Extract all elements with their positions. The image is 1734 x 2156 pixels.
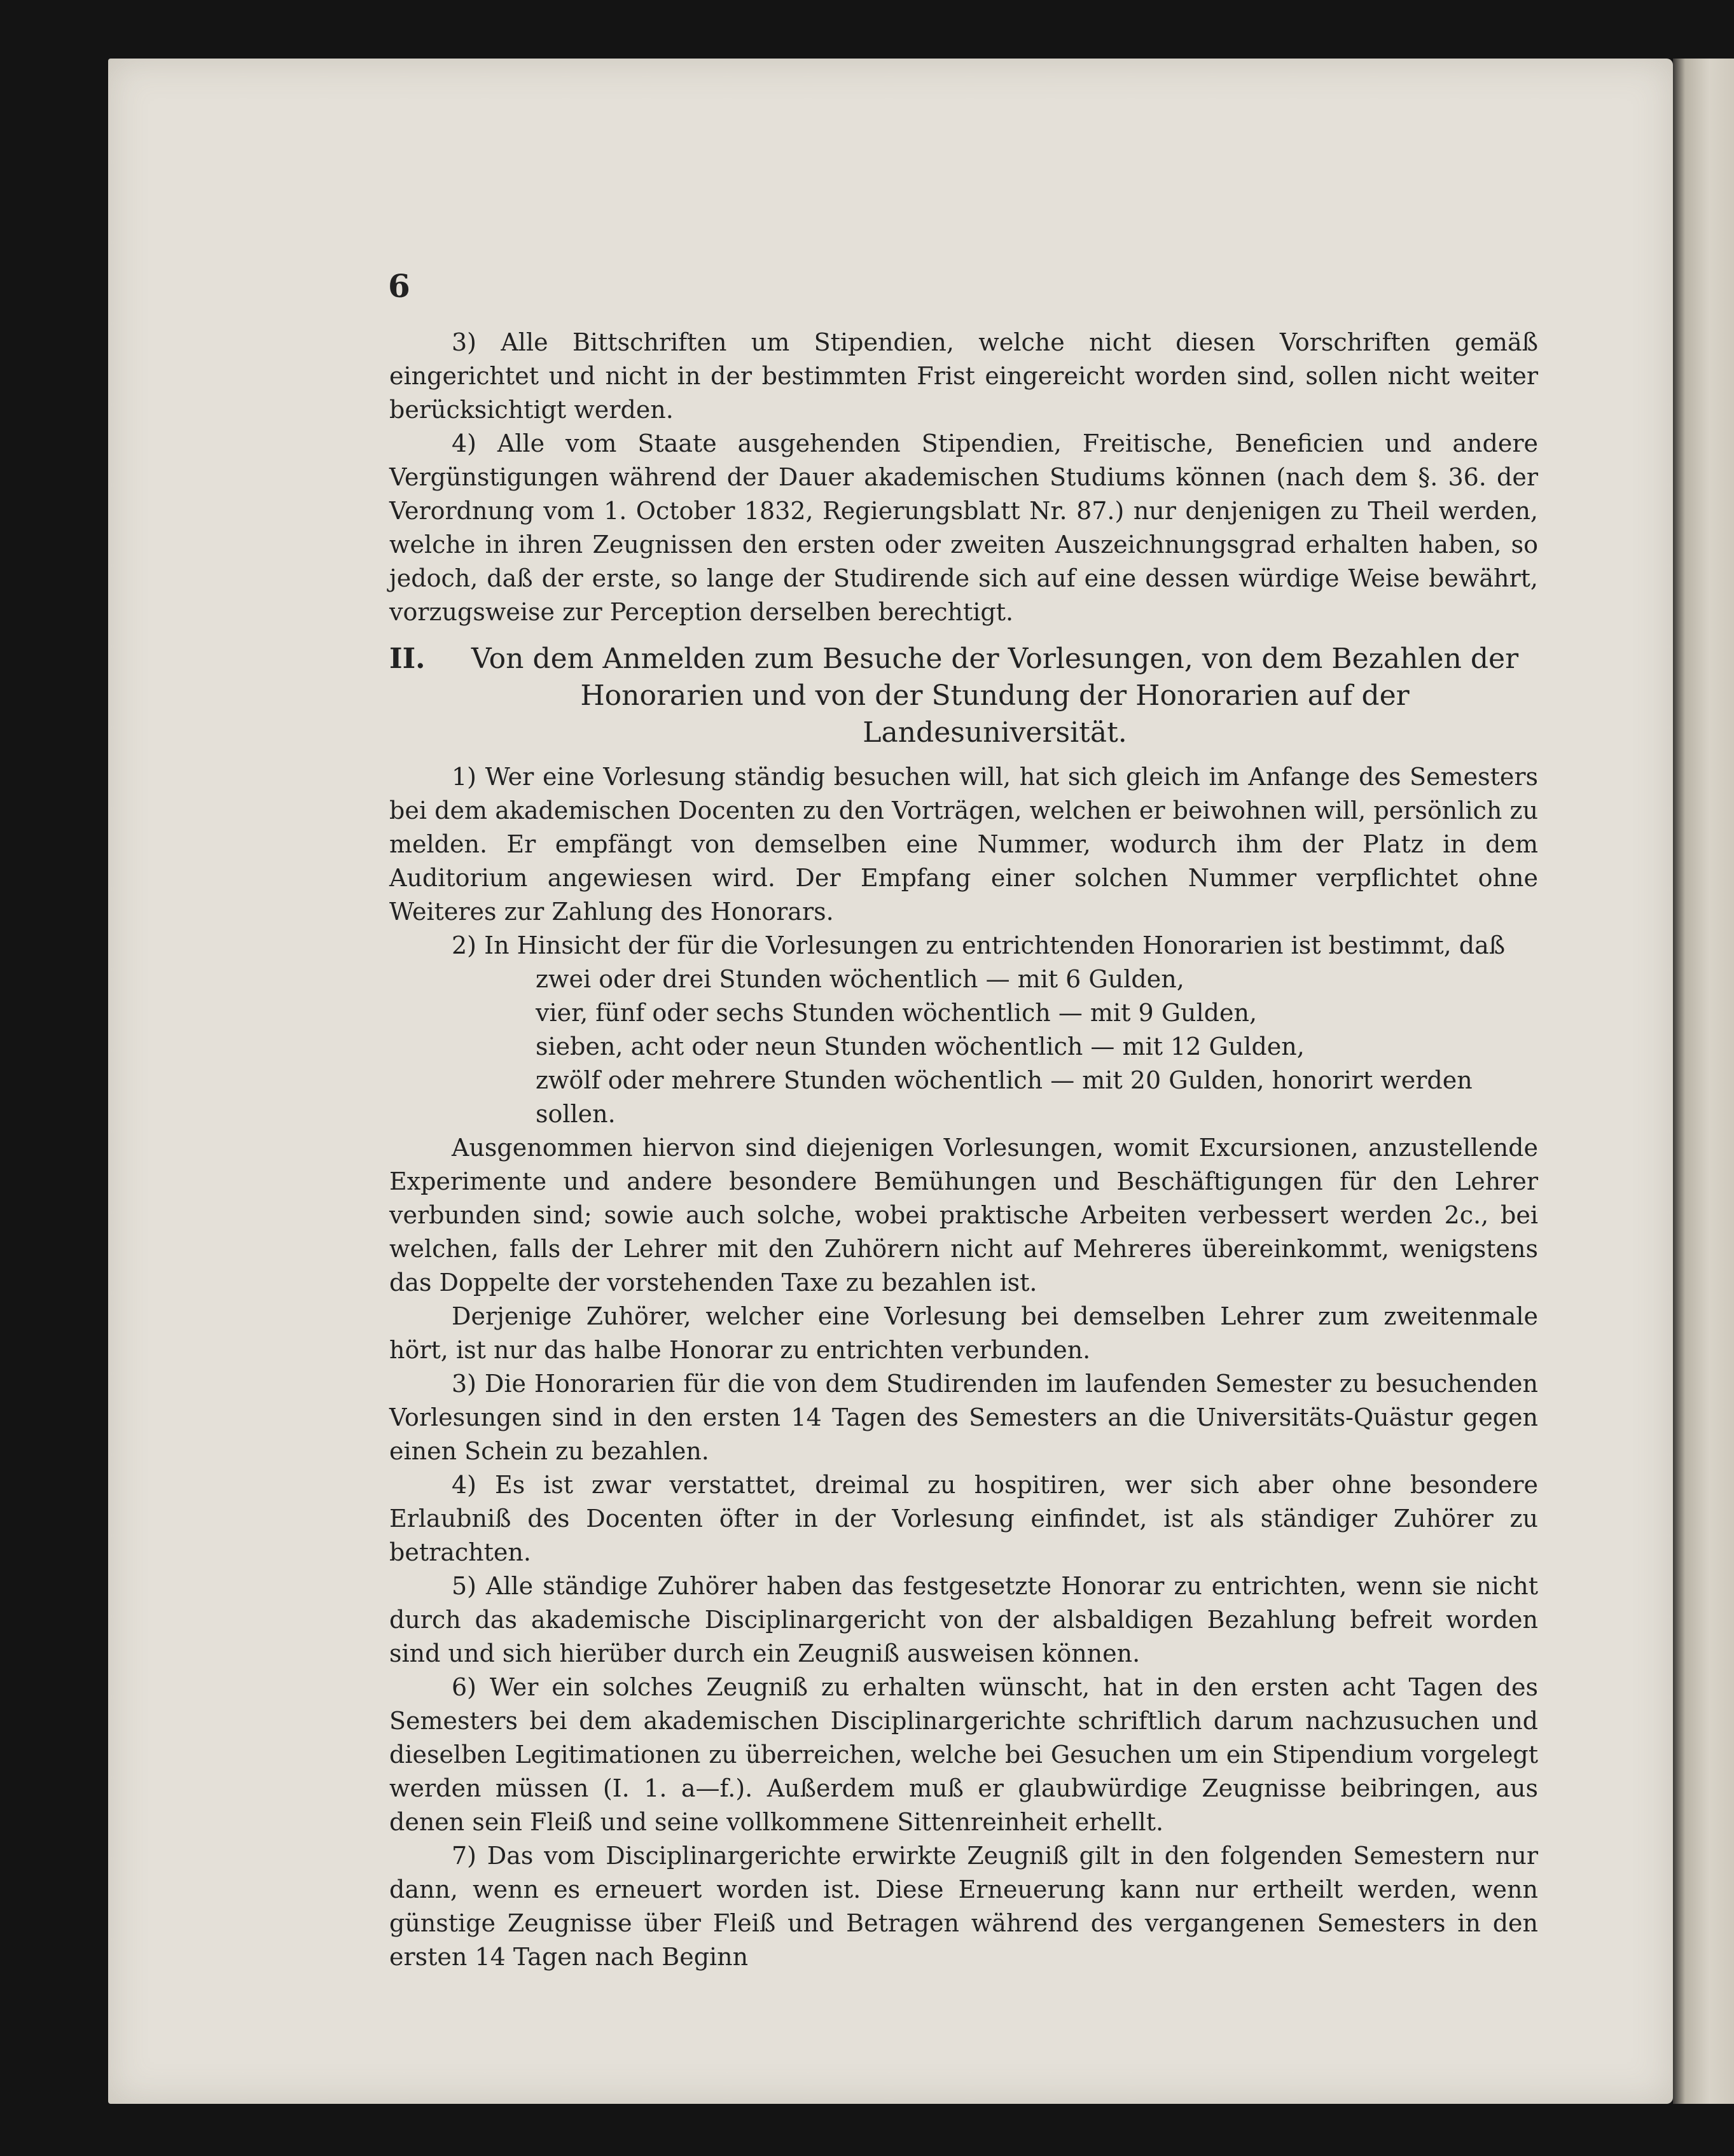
section-heading bbox=[389, 641, 1538, 751]
paragraph-fees-2: 2) In Hinsicht der für die Vorlesungen zu entrichtenden Honorarien ist bestimmt, daß bbox=[452, 931, 1506, 959]
paragraph-hospitiren-4: 4) Es ist zwar verstattet, dreimal zu hospitiren, wer sich aber ohne besondere Erlaubniß des Docenten öfter in der Vorlesung einfindet, ist als ständiger Zuhörer zu betrachten. bbox=[389, 1471, 1538, 1566]
paragraph-certificate-6: 6) Wer ein solches Zeugniß zu erhalten wünscht, hat in den ersten acht Tagen des Semesters bei dem akademischen Disciplinargerichte schriftlich darum nachzusuchen und dieselben Legitimationen zu überreichen, welche bei Gesuchen um ein Stipendium vorgelegt werden müssen (I. 1. a—f.). Außerdem muß er glaubwürdige Zeugnisse beibringen, aus denen sein Fleiß und seine vollkommene Sittenreinheit erhellt. bbox=[389, 1673, 1538, 1836]
fee-item: sieben, acht oder neun Stunden wöchentlich — mit 12 Gulden, bbox=[536, 1033, 1305, 1061]
paragraph-certificate-7: 7) Das vom Disciplinargerichte erwirkte Zeugniß gilt in den folgenden Semestern nur dann, wenn es erneuert worden ist. Diese Erneuerung kann nur ertheilt werden, wenn günstige Zeugnisse über Fleiß und Betragen während des vergangenen Semesters in den ersten 14 Tagen nach Beginn bbox=[389, 1842, 1538, 1971]
fee-item: vier, fünf oder sechs Stunden wöchentlich — mit 9 Gulden, bbox=[536, 999, 1258, 1027]
page-number: 6 bbox=[388, 267, 410, 305]
page-edge bbox=[1673, 59, 1734, 2104]
fee-list bbox=[536, 963, 1538, 1131]
paragraph-repeat-listener: Derjenige Zuhörer, welcher eine Vorlesung bei demselben Lehrer zum zweitenmale hört, ist nur das halbe Honorar zu entrichten verbunden. bbox=[389, 1302, 1538, 1364]
paragraph-exceptions: Ausgenommen hiervon sind diejenigen Vorlesungen, womit Excursionen, anzustellende Experimente und andere besondere Bemühungen und Beschäftigungen für den Lehrer verbunden sind; sowie auch solche, wobei praktische Arbeiten verbessert werden 2c., bei welchen, falls der Lehrer mit den Zuhörern nicht auf Mehreres übereinkommt, wenigstens das Doppelte der vorstehenden Taxe zu bezahlen ist. bbox=[389, 1134, 1538, 1297]
paragraph-stipend-4: 4) Alle vom Staate ausgehenden Stipendien, Freitische, Beneficien und andere Vergünstigungen während der Dauer akademischen Studiums können (nach dem §. 36. der Verordnung vom 1. October 1832, Regierungsblatt Nr. 87.) nur denjenigen zu Theil werden, welche in ihren Zeugnissen den ersten oder zweiten Auszeichnungsgrad erhalten haben, so jedoch, daß der erste, so lange der Studirende sich auf eine dessen würdige Weise bewährt, vorzugsweise zur Perception derselben berechtigt. bbox=[389, 429, 1538, 626]
paragraph-registration-1: 1) Wer eine Vorlesung ständig besuchen will, hat sich gleich im Anfange des Semesters bei dem akademischen Docenten zu den Vorträgen, welchen er beiwohnen will, persönlich zu melden. Er empfängt von demselben eine Nummer, wodurch ihm der Platz in dem Auditorium angewiesen wird. Der Empfang einer solchen Nummer verpflichtet ohne Weiteres zur Zahlung des Honorars. bbox=[389, 763, 1538, 926]
paragraph-listeners-5: 5) Alle ständige Zuhörer haben das festgesetzte Honorar zu entrichten, wenn sie nicht durch das akademische Disciplinargericht von der alsbaldigen Bezahlung befreit worden sind und sich hierüber durch ein Zeugniß ausweisen können. bbox=[389, 1572, 1538, 1667]
fee-item: zwei oder drei Stunden wöchentlich — mit 6 Gulden, bbox=[536, 965, 1184, 993]
section-title: Von dem Anmelden zum Besuche der Vorlesungen, von dem Bezahlen der Honorarien und von der Stundung der Honorarien auf der Landesuniversität. bbox=[471, 643, 1519, 749]
section-number: II. bbox=[389, 643, 426, 675]
paragraph-stipend-3: 3) Alle Bittschriften um Stipendien, welche nicht diesen Vorschriften gemäß eingerichtet und nicht in der bestimmten Frist eingereicht worden sind, sollen nicht weiter berücksichtigt werden. bbox=[389, 328, 1538, 424]
page-content bbox=[389, 326, 1538, 1974]
paragraph-payment-3: 3) Die Honorarien für die von dem Studirenden im laufenden Semester zu besuchenden Vorlesungen sind in den ersten 14 Tagen des Semesters an die Universitäts-Quästur gegen einen Schein zu bezahlen. bbox=[389, 1370, 1538, 1465]
fee-item: zwölf oder mehrere Stunden wöchentlich — mit 20 Gulden, honorirt werden sollen. bbox=[536, 1066, 1473, 1128]
